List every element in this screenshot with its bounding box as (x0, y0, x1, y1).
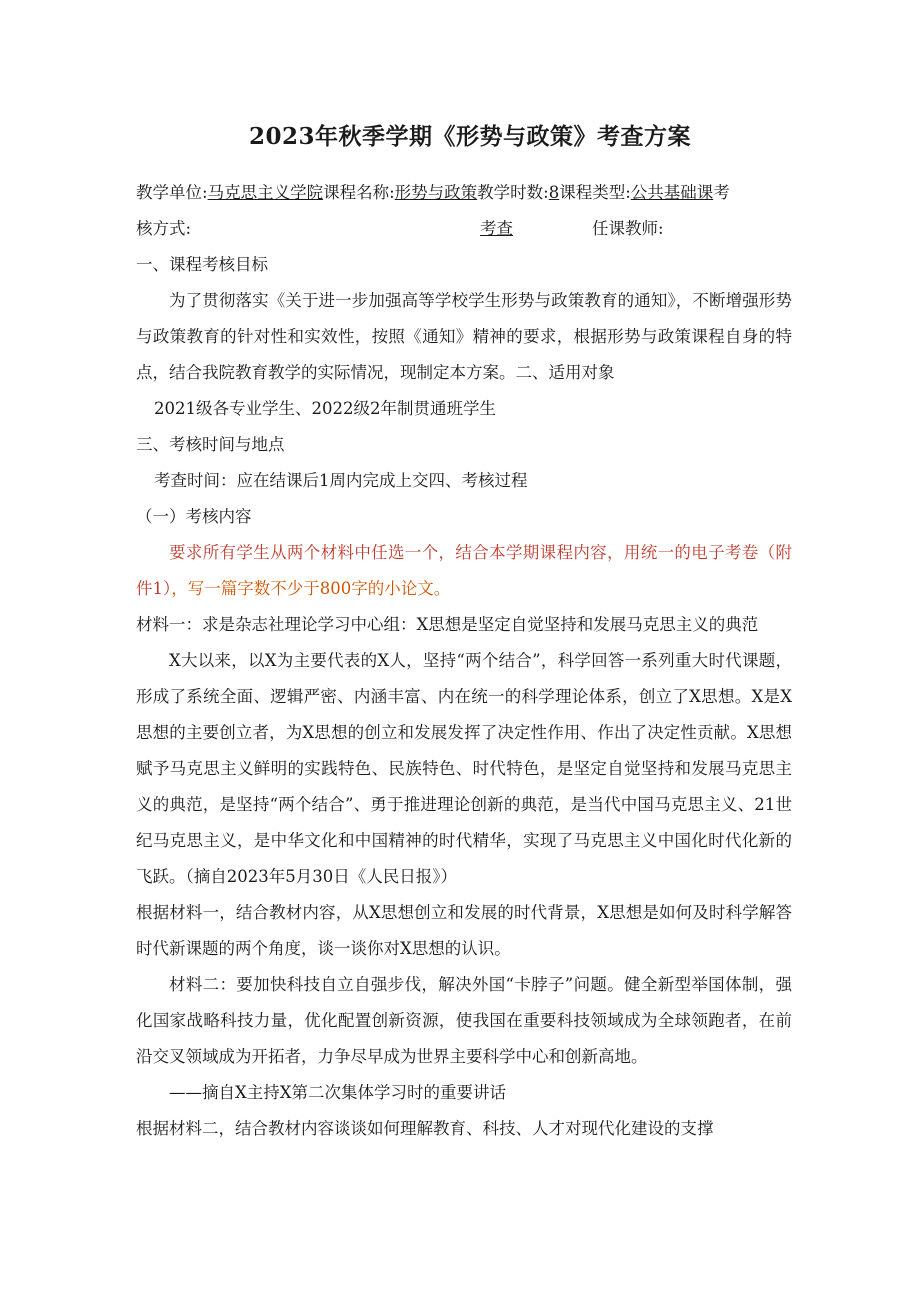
section-3-body: 考查时间：应在结课后1周内完成上交四、考核过程 (154, 471, 528, 490)
document-title: 2023年秋季学期《形势与政策》考查方案 (248, 123, 691, 150)
material-1-question: 根据材料一，结合教材内容，从X思想创立和发展的时代背景，X思想是如何及时科学解答时代新课题的两个角度，谈一谈你对X思想的认识。 (136, 903, 792, 958)
material-2-body: 材料二：要加快科技自立自强步伐，解决外国“卡脖子”问题。健全新型举国体制，强化国家战略科技力量，优化配置创新资源，使我国在重要科技领域成为全球领跑者，在前沿交叉领域成为开拓者，力争尽早成为世界主要科学中心和创新高地。 (136, 975, 792, 1066)
meta-row-1 (136, 175, 792, 211)
material-1-heading: 材料一：求是杂志社理论学习中心组：X思想是坚定自觉坚持和发展马克思主义的典范 (136, 615, 759, 634)
material-2-question: 根据材料二，结合教材内容谈谈如何理解教育、科技、人才对现代化建设的支撑 (136, 1119, 714, 1138)
requirement-paragraph (136, 535, 792, 607)
requirement-orange-text: ，写一篇字数不少于800字的小论文。 (171, 579, 451, 598)
requirement-red-text: 要求所有学生从两个材料中任选一个，结合本学期课程内容，用统一的电子考卷（附件1） (136, 543, 792, 598)
course-value: 形势与政策 (394, 183, 478, 202)
teacher-label: 任课教师: (592, 219, 664, 238)
course-label: 课程名称: (323, 183, 395, 202)
unit-label: 教学单位: (136, 183, 208, 202)
hours-value: 8 (548, 183, 560, 202)
section-1-heading: 一、课程考核目标 (136, 255, 268, 274)
material-1-body: X大以来，以X为主要代表的X人，坚持“两个结合”，科学回答一系列重大时代课题，形成了系统全面、逻辑严密、内涵丰富、内在统一的科学理论体系，创立了X思想。X是X思想的主要创立者，为X思想的创立和发展发挥了决定性作用、作出了决定性贡献。X思想赋予马克思主义鲜明的实践特色、民族特色、时代特色，是坚定自觉坚持和发展马克思主义的典范，是坚持“两个结合”、勇于推进理论创新的典范，是当代中国马克思主义、21世纪马克思主义，是中华文化和中国精神的时代精华，实现了马克思主义中国化时代化新的飞跃。（摘自2023年5月30日《人民日报》） (136, 651, 792, 886)
type-label: 课程类型: (559, 183, 631, 202)
method-label-b: 核方式: (136, 219, 192, 238)
method-label-a: 考 (713, 183, 730, 202)
section-4-subheading: （一）考核内容 (136, 507, 252, 526)
section-1-body: 为了贯彻落实《关于进一步加强高等学校学生形势与政策教育的通知》，不断增强形势与政策教育的针对性和实效性，按照《通知》精神的要求，根据形势与政策课程自身的特点，结合我院教育教学的实际情况，现制定本方案。二、适用对象 (136, 291, 792, 382)
unit-value: 马克思主义学院 (207, 183, 324, 202)
hours-label: 教学时数: (477, 183, 549, 202)
section-3-heading: 三、考核时间与地点 (136, 435, 285, 454)
section-2-body: 2021级各专业学生、2022级2年制贯通班学生 (154, 399, 496, 418)
material-2-source: ——摘自X主持X第二次集体学习时的重要讲话 (169, 1083, 506, 1102)
type-value: 公共基础课 (630, 183, 714, 202)
method-value: 考查 (480, 219, 513, 238)
meta-row-2 (136, 211, 792, 247)
